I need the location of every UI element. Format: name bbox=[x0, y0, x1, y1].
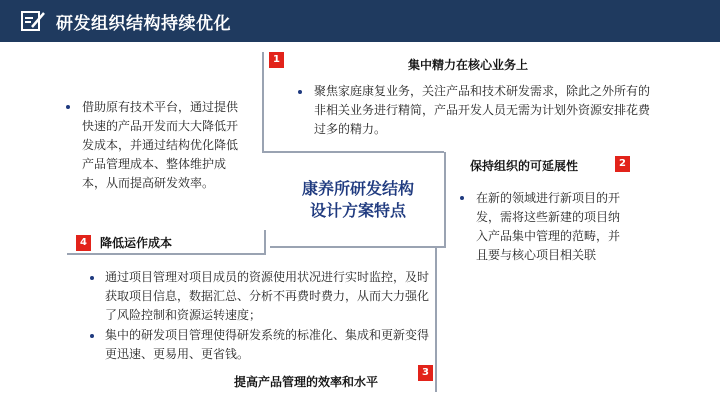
divider-line bbox=[435, 246, 437, 392]
section-text-cost-1: 通过项目管理对项目成员的资源使用状况进行实时监控，及时获取项目信息，数据汇总、分析不再费时费力，从而大力强化了风险控制和资源运转速度； bbox=[105, 270, 430, 322]
center-title-line: 康养所研发结构 bbox=[301, 179, 414, 198]
section-heading-extensibility: 保持组织的可延展性 bbox=[470, 159, 579, 173]
divider-line bbox=[67, 253, 266, 255]
bullet-dot bbox=[90, 334, 94, 338]
title-bar bbox=[0, 0, 720, 42]
bullet-dot bbox=[90, 276, 94, 280]
divider-line bbox=[262, 151, 444, 153]
section-text-core-business: 聚焦家庭康复业务，关注产品和技术研发需求，除此之外所有的非相关业务进行精简，产品开发人员无需为计划外资源安排花费过多的精力。 bbox=[314, 84, 651, 136]
section-heading-core-business: 集中精力在核心业务上 bbox=[408, 58, 529, 72]
section-number-badge: 4 bbox=[76, 235, 91, 251]
section-number-badge: 2 bbox=[615, 156, 630, 172]
divider-line bbox=[270, 246, 446, 248]
section-text-cost-2: 集中的研发项目管理使得研发系统的标准化、集成和更新变得更迅速、更易用、更省钱。 bbox=[105, 328, 430, 361]
edit-note-icon bbox=[20, 9, 46, 33]
section-text-extensibility: 在新的领域进行新项目的开发，需将这些新建的项目纳入产品集中管理的范畴，并且要与核心项目相关联 bbox=[476, 191, 621, 262]
section-number-badge: 3 bbox=[418, 365, 433, 381]
bullet-dot bbox=[460, 196, 464, 200]
section-heading-cost: 降低运作成本 bbox=[100, 236, 173, 250]
section-heading-efficiency: 提高产品管理的效率和水平 bbox=[234, 375, 379, 389]
center-title bbox=[284, 178, 432, 222]
section-number-badge: 1 bbox=[269, 52, 284, 68]
page-title: 研发组织结构持续优化 bbox=[56, 14, 231, 34]
center-title-line: 设计方案特点 bbox=[309, 201, 406, 220]
divider-line bbox=[262, 52, 264, 153]
bullet-dot bbox=[298, 90, 302, 94]
bullet-dot bbox=[66, 105, 70, 109]
left-text-cost-reduction: 借助原有技术平台，通过提供快速的产品开发而大大降低开发成本，并通过结构优化降低产品管理成本、整体维护成本，从而提高研发效率。 bbox=[82, 100, 239, 190]
divider-line bbox=[444, 152, 446, 247]
divider-line bbox=[264, 230, 266, 254]
